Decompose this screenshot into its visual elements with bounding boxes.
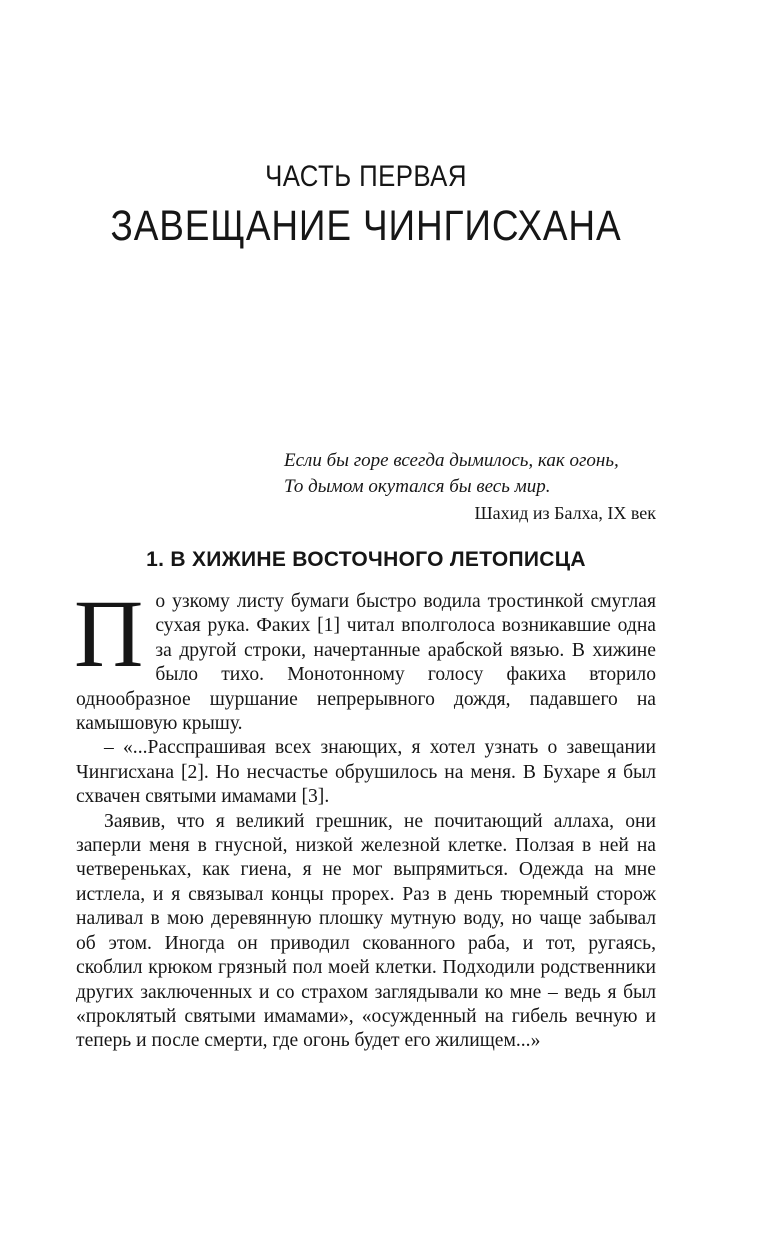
paragraph — [74, 580, 656, 736]
epigraph-line: Если бы горе всегда дымилось, как огонь, — [284, 450, 619, 471]
epigraph-attribution: Шахид из Балха, IX век — [474, 503, 656, 523]
paragraph: – «...Расспрашивая всех знающих, я хотел узнать о завещании Чингисхана [2]. Но несчастье обрушилось на меня. В Бухаре я был схвачен святыми имамами [3]. — [76, 737, 656, 808]
part-title: ЗАВЕЩАНИЕ ЧИНГИСХАНА — [110, 202, 622, 250]
epigraph — [284, 448, 656, 526]
paragraph: Заявив, что я великий грешник, не почитающий аллаха, они заперли меня в гнусной, низкой железной клетке. Ползая в ней на четвереньках, как гиена, я не мог выпрямиться. Одежда на мне истлела, и я связывал концы прорех. Раз в день тюремный сторож наливал в мою деревянную плошку мутную воду, но чаще забывал об этом. Иногда он приводил скованного раба, и тот, ругаясь, скоблил крюком грязный пол моей клетки. Подходили родственники других заключенных и со страхом заглядывали ко мне – ведь я был «проклятый святыми имамами», «осужденный на гибель вечную и теперь и после смерти, где огонь будет его жилищем...» — [76, 810, 656, 1052]
chapter-heading: 1. В ХИЖИНЕ ВОСТОЧНОГО ЛЕТОПИСЦА — [146, 548, 586, 571]
epigraph-line: То дымом окутался бы весь мир. — [284, 476, 551, 497]
chapter-body — [74, 580, 656, 1054]
drop-cap: П — [74, 580, 144, 687]
paragraph-text: о узкому листу бумаги быстро водила тростинкой смуглая сухая рука. Факих [1] читал вполголоса возникавшие одна за другой строки, начертанные арабской вязью. В хижине было тихо. Монотонному голосу факиха вторило однообразное шуршание непрерывного дождя, падавшего на камышовую крышу. — [76, 591, 656, 735]
part-label: ЧАСТЬ ПЕРВАЯ — [265, 160, 467, 193]
